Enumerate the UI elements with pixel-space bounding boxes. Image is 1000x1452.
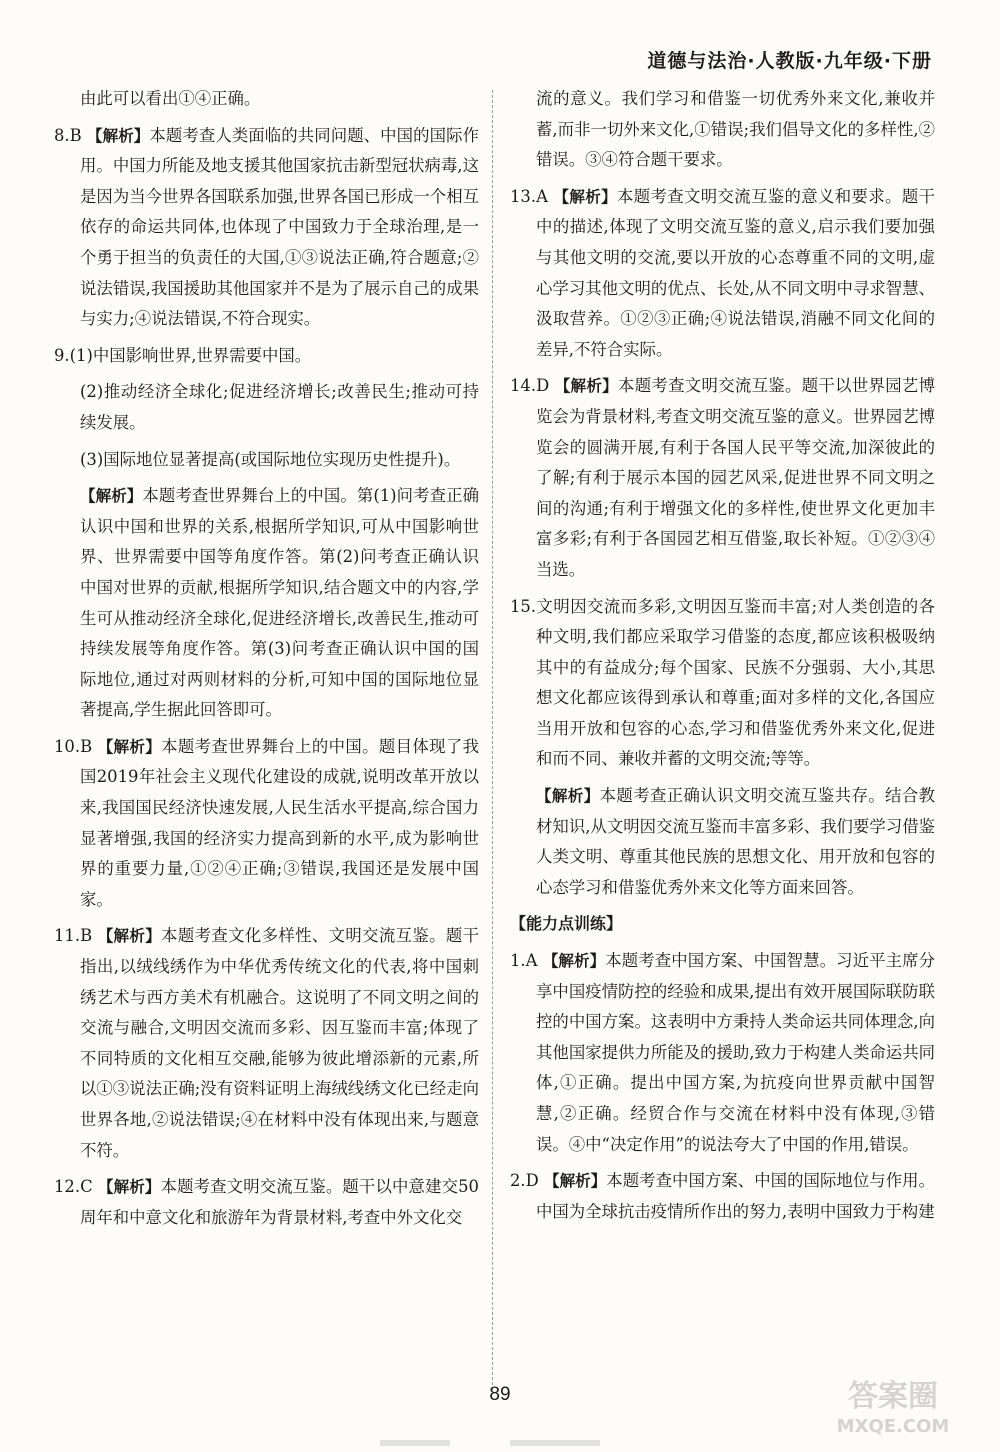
answer-9-part-1: 9.(1)中国影响世界,世界需要中国。: [54, 345, 312, 365]
answer-14: [510, 371, 935, 585]
ability-answer-2: [510, 1166, 935, 1227]
ability-answer-2-number: 2.D: [510, 1171, 539, 1191]
section-title: 【能力点训练】: [510, 914, 623, 934]
answer-10: [54, 732, 479, 916]
watermark-text: 答案圈: [848, 1379, 938, 1414]
page-header-title: 道德与法治·人教版·九年级·下册: [647, 50, 932, 72]
intro-line: 由此可以看出①④正确。: [80, 89, 261, 108]
watermark-url: MXQE.COM: [836, 1416, 950, 1437]
analysis-tag: 【解析】: [542, 952, 606, 971]
analysis-tag: 【解析】: [97, 1178, 161, 1197]
answer-12: [54, 1172, 479, 1233]
answer-8-number: 8.B: [54, 125, 82, 145]
answer-9-analysis-text: 本题考查世界舞台上的中国。第(1)问考查正确认识中国和世界的关系,根据所学知识,可从中国影响世界、世界需要中国等角度作答。第(2)问考查正确认识中国对世界的贡献,根据所学知识,结合题文中的内容,学生可从推动经济全球化,促进经济增长,改善民生,推动可持续发展等角度作答。第(3)问考查正确认识中国的国际地位,通过对两则材料的分析,可知中国的国际地位显著提高,学生据此回答即可。: [80, 486, 479, 720]
answer-12-continued: 流的意义。我们学习和借鉴一切优秀外来文化,兼收并蓄,而非一切外来文化,①错误;我们倡导文化的多样性,②错误。③④符合题干要求。: [536, 89, 935, 170]
ability-answer-2-text: 本题考查中国方案、中国的国际地位与作用。中国为全球抗击疫情所作出的努力,表明中国致力于构建: [536, 1171, 935, 1221]
answer-11-number: 11.B: [54, 926, 93, 946]
answer-15-analysis: [510, 781, 935, 903]
right-column: [510, 84, 935, 1233]
ability-answer-1-number: 1.A: [510, 951, 538, 971]
answer-9-part-2: (2)推动经济全球化;促进经济增长;改善民生;推动可持续发展。: [80, 382, 479, 432]
answer-8-text: 本题考查人类面临的共同问题、中国的国际作用。中国力所能及地支援其他国家抗击新型冠状病毒,这是因为当今世界各国联系加强,世界各国已形成一个相互依存的命运共同体,也体现了中国致力于全球治理,是一个勇于担当的负责任的大国,①③说法正确,符合题意;②说法错误,我国援助其他国家并不是为了展示自己的成果与实力;④说法错误,不符合现实。: [80, 125, 479, 329]
analysis-tag: 【解析】: [554, 377, 618, 396]
column-divider: [492, 90, 493, 1390]
answer-13-text: 本题考查文明交流互鉴的意义和要求。题干中的描述,体现了文明交流互鉴的意义,启示我们要加强与其他文明的交流,要以开放的心态尊重不同的文明,虚心学习其他文明的优点、长处,从不同文明中寻求智慧、汲取营养。①②③正确;④说法错误,消融不同文化间的差异,不符合实际。: [536, 186, 935, 359]
analysis-tag: 【解析】: [544, 1172, 607, 1191]
analysis-tag: 【解析】: [97, 737, 162, 756]
analysis-tag: 【解析】: [97, 927, 162, 946]
answer-14-number: 14.D: [510, 376, 550, 396]
analysis-tag: 【解析】: [87, 126, 150, 145]
analysis-tag: 【解析】: [553, 187, 617, 206]
scan-artifact: [380, 1440, 450, 1446]
left-column: [54, 84, 479, 1239]
answer-10-text: 本题考查世界舞台上的中国。题目体现了我国2019年社会主义现代化建设的成就,说明改革开放以来,我国国民经济快速发展,人民生活水平提高,综合国力显著增强,我国的经济实力提高到新的水平,成为影响世界的重要力量,①②④正确;③错误,我国还是发展中国家。: [80, 736, 479, 909]
analysis-tag: 【解析】: [536, 787, 600, 806]
answer-11-text: 本题考查文化多样性、文明交流互鉴。题干指出,以绒线绣作为中华优秀传统文化的代表,将中国刺绣艺术与西方美术有机融合。这说明了不同文明之间的交流与融合,文明因交流而多彩、因互鉴而丰富;体现了不同特质的文化相互交融,能够为彼此增添新的元素,所以①③说法正确;没有资料证明上海绒线绣文化已经走向世界各地,②说法错误;④在材料中没有体现出来,与题意不符。: [80, 926, 479, 1160]
answer-8: [54, 121, 479, 335]
ability-answer-1-text: 本题考查中国方案、中国智慧。习近平主席分享中国疫情防控的经验和成果,提出有效开展国际联防联控的中国方案。这表明中方秉持人类命运共同体理念,向其他国家提供力所能及的援助,致力于构建人类命运共同体,①正确。提出中国方案,为抗疫向世界贡献中国智慧,②正确。经贸合作与交流在材料中没有体现,③错误。④中“决定作用”的说法夸大了中国的作用,错误。: [536, 951, 936, 1154]
answer-15: 15.文明因交流而多彩,文明因互鉴而丰富;对人类创造的各种文明,我们都应采取学习借鉴的态度,都应该积极吸纳其中的有益成分;每个国家、民族不分强弱、大小,其思想文化都应该得到承认和尊重;面对多样的文化,各国应当用开放和包容的心态,学习和借鉴优秀外来文化,促进和而不同、兼收并蓄的文明交流;等等。: [510, 596, 935, 769]
scan-artifact: [510, 1440, 600, 1446]
answer-9-analysis: [54, 481, 479, 726]
answer-14-text: 本题考查文明交流互鉴。题干以世界园艺博览会为背景材料,考查文明交流互鉴的意义。世界园艺博览会的圆满开展,有利于各国人民平等交流,加深彼此的了解;有利于展示本国的园艺风采,促进世界不同文明之间的沟通;有利于增强文化的多样性,使世界文化更加丰富多彩;有利于各国园艺相互借鉴,取长补短。①②③④当选。: [536, 376, 935, 579]
answer-15-analysis-text: 本题考查正确认识文明交流互鉴共存。结合教材知识,从文明因交流互鉴而丰富多彩、我们要学习借鉴人类文明、尊重其他民族的思想文化、用开放和包容的心态学习和借鉴优秀外来文化等方面来回答。: [536, 786, 935, 897]
ability-answer-1: [510, 946, 935, 1160]
answer-10-number: 10.B: [54, 736, 93, 756]
page-number: 89: [489, 1384, 511, 1405]
answer-13: [510, 182, 935, 366]
answer-12-text: 本题考查文明交流互鉴。题干以中意建交50周年和中意文化和旅游年为背景材料,考查中外文化交: [80, 1177, 479, 1227]
watermark-logo: [808, 1372, 978, 1438]
answer-12-number: 12.C: [54, 1177, 93, 1197]
answer-11: [54, 921, 479, 1166]
answer-13-number: 13.A: [510, 186, 548, 206]
answer-9-part-3: (3)国际地位显著提高(或国际地位实现历史性提升)。: [80, 449, 461, 469]
analysis-tag: 【解析】: [80, 487, 143, 506]
